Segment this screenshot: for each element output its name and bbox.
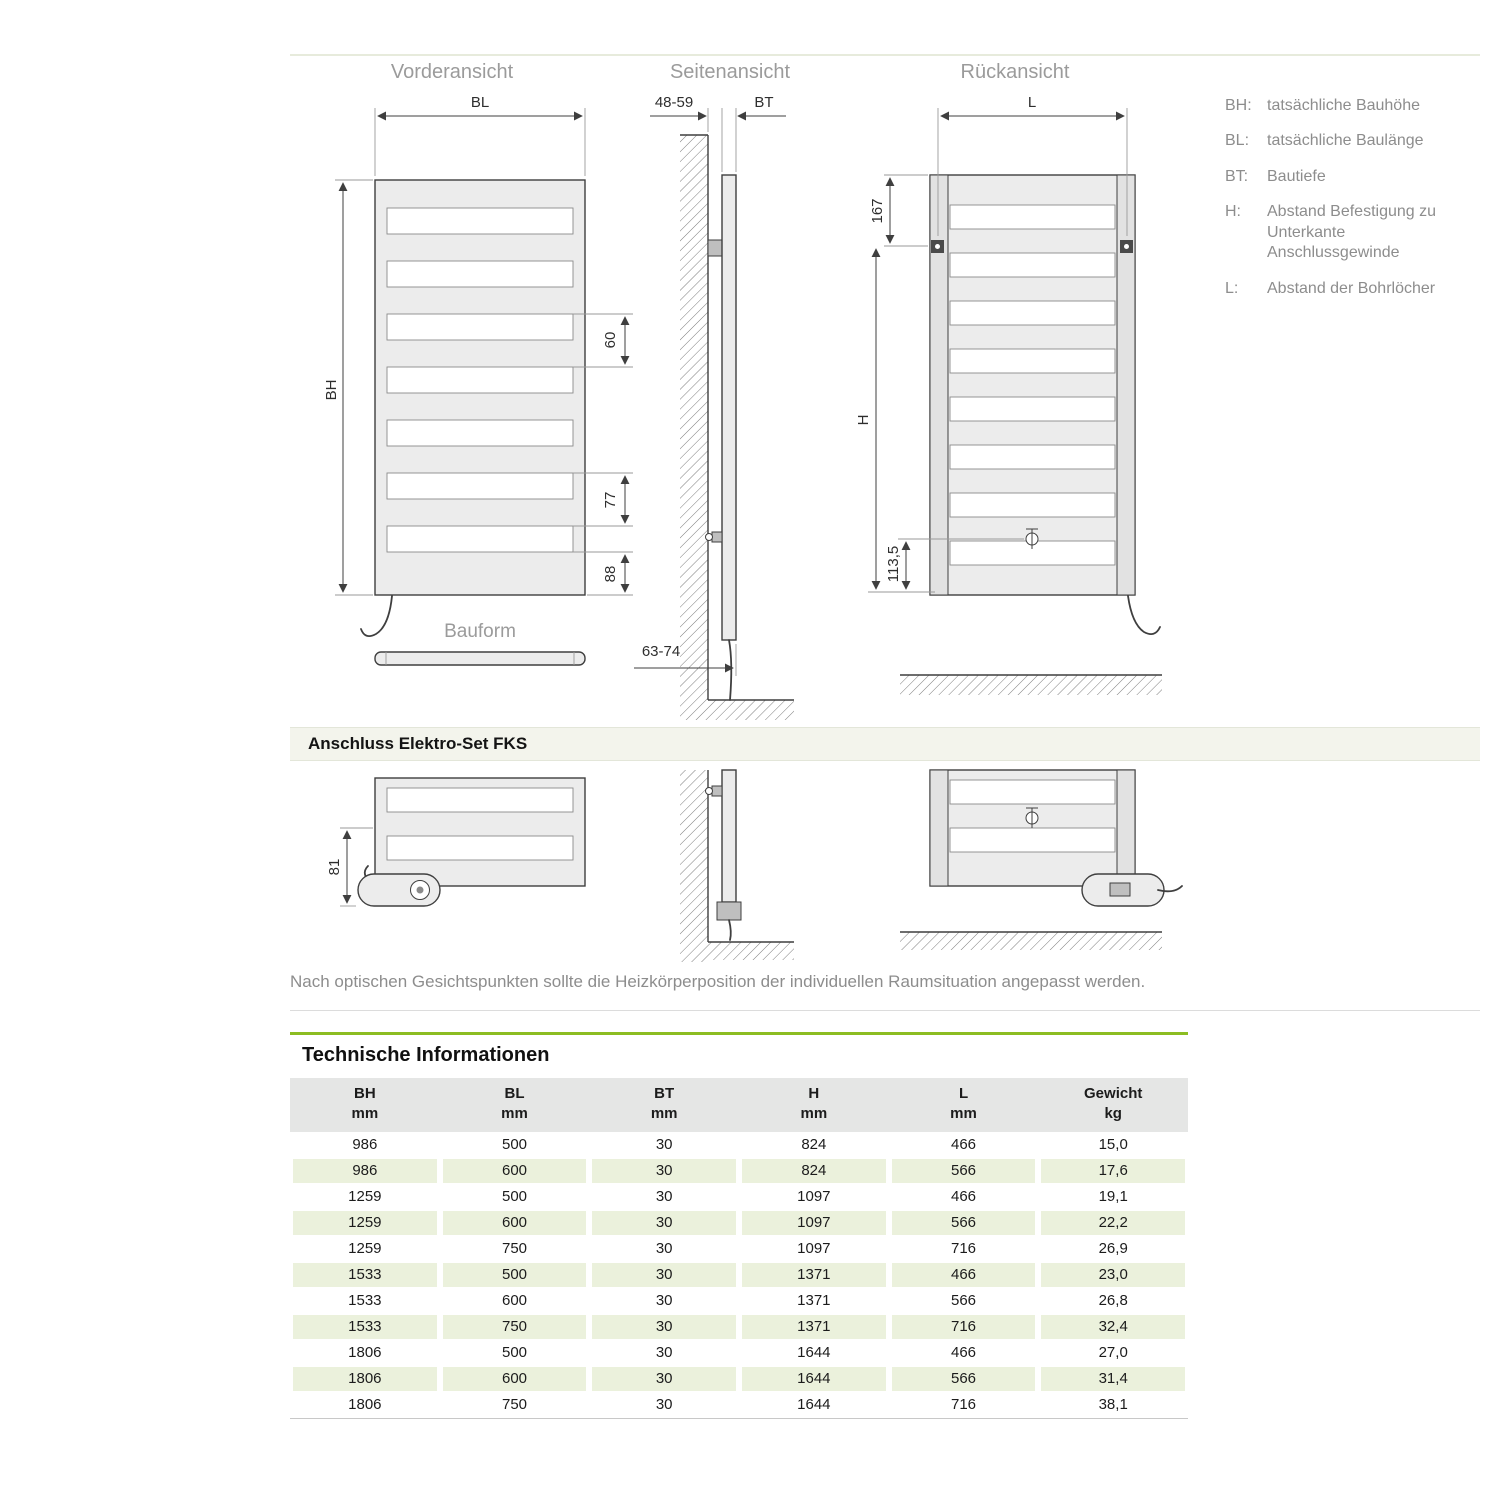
legend-text: Abstand Befestigung zu Unterkante Anschlussgewinde (1267, 203, 1437, 262)
legend-key: L: (1225, 279, 1239, 297)
column-unit: mm (351, 1105, 379, 1123)
column-label: H (808, 1085, 820, 1102)
legend-item (1225, 279, 1480, 299)
table-cell: 30 (655, 1292, 673, 1309)
dim-81 (326, 828, 373, 906)
dim-88 (573, 552, 633, 595)
floor-hatch (900, 932, 1162, 950)
svg-text:BH: BH (323, 379, 340, 401)
table-cell: 30 (589, 1158, 739, 1184)
table-cell: 38,1 (1098, 1396, 1128, 1413)
elektro-set-device (358, 874, 440, 906)
valve (712, 532, 722, 542)
table-cell: 466 (951, 1136, 977, 1153)
table-cell: 986 (352, 1136, 378, 1153)
table-cell: 17,6 (1038, 1158, 1188, 1184)
table-cell: 750 (501, 1396, 528, 1413)
technical-data-table (290, 1078, 1188, 1419)
svg-text:60: 60 (602, 331, 619, 349)
table-cell: 31,4 (1038, 1366, 1188, 1392)
elektro-rear-view (900, 770, 1182, 950)
legend-text: tatsächliche Bauhöhe (1267, 97, 1420, 114)
table-cell: 1371 (739, 1262, 889, 1288)
column-unit: mm (501, 1105, 528, 1123)
table-row (290, 1132, 1188, 1158)
accent-line (290, 1032, 1188, 1035)
legend-key: BH: (1225, 97, 1252, 114)
table-cell: 30 (655, 1136, 673, 1153)
column-label: BH (354, 1085, 376, 1102)
table-cell: 566 (889, 1366, 1039, 1392)
table-cell: 750 (501, 1240, 528, 1257)
elektro-section-header (290, 727, 1480, 761)
table-cell: 1806 (348, 1344, 382, 1361)
legend-item (1225, 202, 1480, 263)
elektro-section-title: Anschluss Elektro-Set FKS (308, 734, 528, 753)
table-cell: 466 (951, 1188, 977, 1205)
svg-text:48-59: 48-59 (654, 94, 694, 111)
table-cell: 32,4 (1038, 1314, 1188, 1340)
table-cell: 466 (889, 1262, 1039, 1288)
column-label: Gewicht (1084, 1085, 1143, 1102)
table-cell: 30 (589, 1210, 739, 1236)
side-view-title: Seitenansicht (669, 61, 791, 83)
table-cell: 15,0 (1098, 1136, 1128, 1153)
table-cell: 566 (889, 1210, 1039, 1236)
floor-hatch (708, 942, 794, 960)
column-unit: kg (1104, 1105, 1122, 1123)
table-cell: 1644 (739, 1366, 889, 1392)
elektro-side-view (680, 770, 794, 962)
table-cell: 500 (501, 1188, 528, 1205)
table-cell: 30 (589, 1314, 739, 1340)
table-row (290, 1210, 1188, 1236)
table-cell: 500 (501, 1344, 528, 1361)
legend-item (1225, 167, 1480, 187)
table-cell: 27,0 (1098, 1344, 1128, 1361)
dim-wall-distance (650, 94, 786, 172)
svg-text:H: H (855, 414, 872, 426)
legend-key: BL: (1225, 132, 1250, 150)
table-cell: 1371 (739, 1314, 889, 1340)
svg-text:81: 81 (326, 858, 343, 876)
table-row (290, 1340, 1188, 1366)
front-view (323, 94, 633, 636)
wall-hatch (680, 770, 708, 962)
table-cell: 500 (501, 1136, 528, 1153)
section-divider (290, 1010, 1480, 1011)
legend-text: tatsächliche Baulänge (1267, 132, 1424, 150)
power-cable (361, 596, 392, 636)
table-cell: 1259 (290, 1210, 440, 1236)
svg-text:77: 77 (602, 491, 619, 509)
table-cell: 1806 (348, 1396, 382, 1413)
device-cable (365, 866, 372, 884)
table-cell: 26,9 (1098, 1240, 1128, 1257)
floor-hatch (900, 675, 1162, 695)
table-cell: 23,0 (1038, 1262, 1188, 1288)
table-cell: 30 (589, 1366, 739, 1392)
table-cell: 566 (889, 1158, 1039, 1184)
table-row (290, 1158, 1188, 1184)
legend-item (1225, 131, 1480, 151)
dim-h (855, 249, 935, 592)
elektro-front-view (326, 778, 585, 906)
elektro-set-device (1082, 874, 1164, 906)
column-unit: mm (950, 1105, 977, 1123)
dim-bl (375, 94, 585, 176)
vent-valve (1026, 529, 1038, 549)
table-cell: 716 (889, 1314, 1039, 1340)
wall-bracket (708, 240, 722, 256)
table-cell: 1097 (797, 1240, 831, 1257)
table-cell: 30 (655, 1240, 673, 1257)
table-cell: 600 (440, 1366, 590, 1392)
note-text: Nach optischen Gesichtspunkten sollte die Heizkörperposition der individuellen Raumsituation angepasst werden. (290, 972, 1146, 991)
legend-text: Bautiefe (1267, 167, 1326, 185)
table-cell: 824 (739, 1158, 889, 1184)
table-cell: 1259 (348, 1240, 382, 1257)
floor-hatch (708, 700, 794, 720)
column-label: BL (504, 1085, 525, 1102)
table-body (290, 1132, 1188, 1419)
device-cable (1124, 886, 1131, 902)
column-label: L (958, 1085, 969, 1102)
table-header-cell (889, 1084, 1039, 1125)
table-cell: 30 (589, 1262, 739, 1288)
dim-1135 (885, 539, 1024, 589)
bauform-label: Bauform (444, 621, 516, 642)
side-view (634, 94, 794, 720)
vent-valve (1026, 808, 1038, 828)
svg-text:167: 167 (869, 198, 886, 224)
svg-text:113,5: 113,5 (885, 545, 902, 583)
table-cell: 600 (440, 1158, 590, 1184)
table-row (290, 1184, 1188, 1210)
column-unit: mm (650, 1105, 678, 1123)
table-cell: 30 (655, 1344, 673, 1361)
mounting-bracket-right (1120, 240, 1133, 253)
table-row (290, 1288, 1188, 1314)
table-row (290, 1262, 1188, 1288)
dim-bh (323, 180, 373, 595)
table-cell: 986 (290, 1158, 440, 1184)
table-cell: 26,8 (1098, 1292, 1128, 1309)
table-cell: 500 (440, 1262, 590, 1288)
table-cell: 600 (440, 1210, 590, 1236)
table-cell: 1644 (797, 1344, 831, 1361)
table-cell: 750 (440, 1314, 590, 1340)
device-cable (729, 920, 731, 940)
dim-l (938, 94, 1127, 236)
table-header-row (290, 1078, 1188, 1132)
table-header-cell (290, 1084, 440, 1125)
svg-text:BT: BT (754, 94, 774, 111)
wall-hatch (680, 135, 708, 720)
table-header-cell (1038, 1084, 1188, 1125)
front-view-title: Vorderansicht (390, 61, 514, 83)
power-cable (729, 640, 731, 700)
legend-key: H: (1225, 203, 1241, 221)
table-header-cell (739, 1084, 889, 1125)
dim-167 (869, 175, 928, 246)
table-row (290, 1314, 1188, 1340)
legend-text: Abstand der Bohrlöcher (1267, 279, 1436, 297)
heating-cartridge (717, 902, 741, 920)
table-header-cell (589, 1084, 739, 1125)
column-unit: mm (800, 1105, 828, 1123)
rear-view-title: Rückansicht (960, 61, 1070, 83)
top-divider (290, 54, 1480, 56)
table-cell: 1533 (348, 1292, 382, 1309)
radiator-side-panel (722, 175, 736, 640)
table-cell: 1533 (290, 1314, 440, 1340)
dim-floor-distance (634, 643, 736, 676)
table-cell: 716 (951, 1396, 977, 1413)
table-cell: 824 (801, 1136, 827, 1153)
table-cell: 30 (655, 1396, 673, 1413)
table-cell: 466 (951, 1344, 977, 1361)
svg-text:88: 88 (602, 565, 619, 583)
table-cell: 566 (951, 1292, 977, 1309)
bauform-drawing (375, 621, 585, 665)
table-cell: 1097 (797, 1188, 831, 1205)
table-row (290, 1366, 1188, 1392)
svg-text:63-74: 63-74 (641, 643, 681, 660)
table-title: Technische Informationen (302, 1044, 550, 1066)
table-cell: 19,1 (1098, 1188, 1128, 1205)
radiator-front-body (375, 180, 585, 595)
legend (1225, 96, 1480, 314)
table-cell: 1806 (290, 1366, 440, 1392)
power-cable (1128, 596, 1160, 634)
table-cell: 1097 (739, 1210, 889, 1236)
mounting-bracket-left (931, 240, 944, 253)
table-header-cell (440, 1084, 590, 1125)
svg-text:BL: BL (470, 94, 490, 111)
legend-key: BT: (1225, 167, 1249, 185)
table-cell: 22,2 (1038, 1210, 1188, 1236)
table-row (290, 1392, 1188, 1418)
dim-77 (573, 473, 633, 526)
table-cell: 30 (655, 1188, 673, 1205)
table-cell: 1533 (290, 1262, 440, 1288)
rear-view (855, 94, 1162, 695)
table-cell: 600 (501, 1292, 528, 1309)
plug-icon (1110, 883, 1130, 896)
table-row (290, 1236, 1188, 1262)
table-cell: 1371 (797, 1292, 831, 1309)
table-cell: 716 (951, 1240, 977, 1257)
table-cell: 1259 (348, 1188, 382, 1205)
dim-60 (573, 314, 633, 367)
svg-text:L: L (1027, 94, 1037, 111)
table-cell: 1644 (797, 1396, 831, 1413)
radiator-rear-body (930, 175, 1135, 595)
column-label: BT (654, 1085, 675, 1102)
legend-item (1225, 96, 1480, 116)
